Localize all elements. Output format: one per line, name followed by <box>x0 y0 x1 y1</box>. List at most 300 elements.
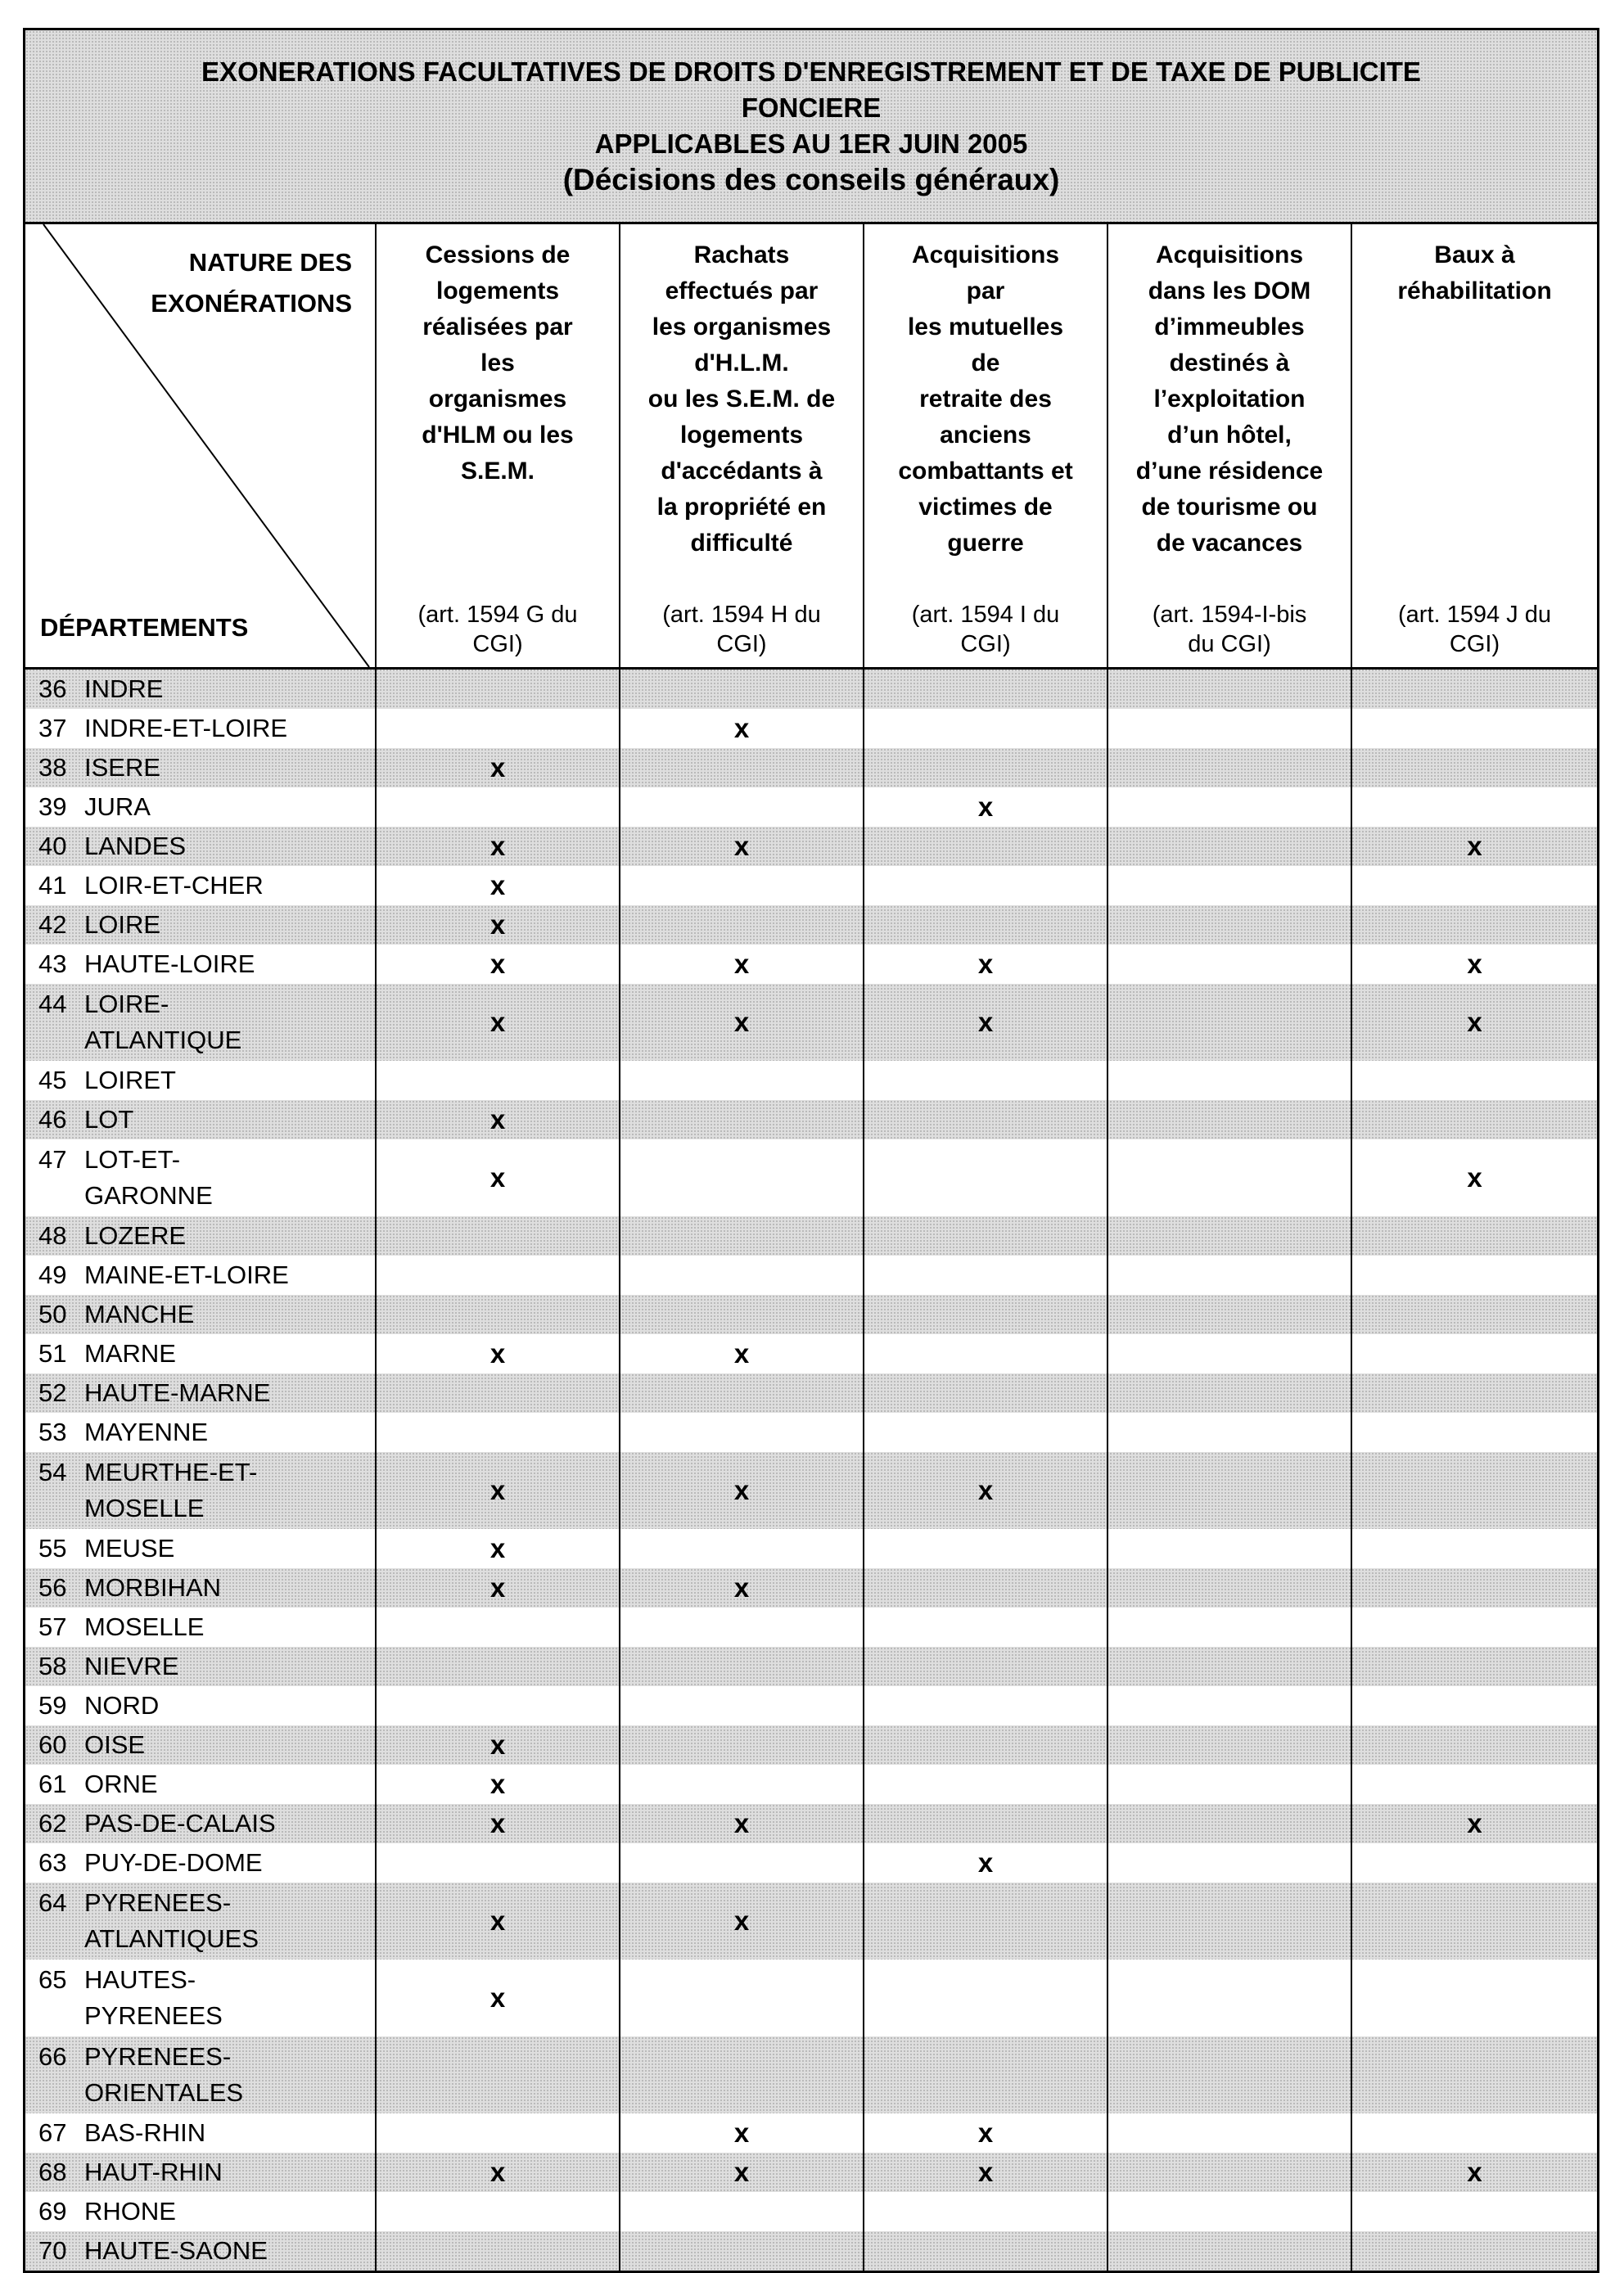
title-line-1: EXONERATIONS FACULTATIVES DE DROITS D'ENREGISTREMENT ET DE TAXE DE PUBLICITE <box>201 56 1421 87</box>
column-header-title <box>648 237 835 561</box>
exoneration-cell <box>1351 1883 1597 1960</box>
exoneration-cell <box>620 669 864 710</box>
department-name-text: PYRENEES- <box>84 2042 232 2071</box>
exoneration-cell <box>376 1608 620 1647</box>
exoneration-cell <box>620 2036 864 2113</box>
department-name-text: ORNE <box>84 1770 158 1798</box>
table-row <box>25 748 1597 787</box>
table-row <box>25 1960 1597 2036</box>
exoneration-cell <box>1351 787 1597 827</box>
exoneration-cell <box>1351 1061 1597 1100</box>
column-header-article-line: CGI) <box>1449 631 1500 657</box>
department-name-line <box>38 1062 375 1098</box>
exoneration-cell: x <box>376 827 620 866</box>
exoneration-cell <box>1351 2036 1597 2113</box>
department-cell <box>25 1608 376 1647</box>
exoneration-cell <box>864 1413 1107 1452</box>
column-header-title-line: combattants et <box>898 458 1073 485</box>
department-name-line <box>38 907 375 943</box>
exoneration-cell <box>1107 945 1351 984</box>
exoneration-cell: x <box>1351 2153 1597 2192</box>
corner-departements-label: DÉPARTEMENTS <box>40 613 249 642</box>
exoneration-cell: x <box>620 2113 864 2153</box>
department-name <box>25 1806 375 1842</box>
exoneration-cell <box>620 1295 864 1334</box>
department-name-text: HAUTE-SAONE <box>84 2236 268 2265</box>
department-name-line <box>38 710 375 746</box>
column-header-title-line: Cessions de <box>425 241 571 268</box>
exoneration-cell: x <box>864 2153 1107 2192</box>
exoneration-cell <box>376 1843 620 1883</box>
exoneration-cell: x <box>376 1804 620 1843</box>
department-name <box>25 2233 375 2269</box>
department-name <box>25 2154 375 2190</box>
exoneration-cell: x <box>1351 1804 1597 1843</box>
table-row <box>25 1413 1597 1452</box>
exoneration-cell <box>620 1413 864 1452</box>
column-header-title-line: Rachats <box>693 241 790 268</box>
column-header-title-line: d’une résidence <box>1135 458 1324 485</box>
department-number: 62 <box>38 1809 67 1838</box>
department-name <box>25 1142 375 1214</box>
department-number: 60 <box>38 1730 67 1759</box>
department-name-line <box>38 1257 375 1293</box>
department-name-text: PYRENEES <box>84 2001 223 2030</box>
column-header-article-line: CGI) <box>960 631 1011 657</box>
exoneration-cell <box>1351 748 1597 787</box>
exoneration-cell <box>1351 1608 1597 1647</box>
exoneration-cell <box>1107 1568 1351 1608</box>
column-header-article <box>417 600 577 659</box>
department-name-line <box>38 1570 375 1606</box>
column-header-title-line: guerre <box>947 530 1024 557</box>
exoneration-cell <box>1351 709 1597 748</box>
department-number: 51 <box>38 1339 67 1368</box>
column-header-title-line: d'HLM ou les <box>422 422 574 449</box>
exoneration-cell <box>864 1334 1107 1373</box>
department-name-line <box>38 1414 375 1450</box>
table-row <box>25 787 1597 827</box>
department-name-line <box>38 2115 375 2151</box>
exoneration-cell: x <box>620 1883 864 1960</box>
exoneration-cell <box>376 2192 620 2231</box>
department-name <box>25 1062 375 1098</box>
table-body <box>25 669 1597 2271</box>
department-name-line <box>38 1806 375 1842</box>
department-cell <box>25 1139 376 1216</box>
exoneration-cell: x <box>376 945 620 984</box>
exoneration-cell <box>1107 2113 1351 2153</box>
department-cell <box>25 1061 376 1100</box>
exoneration-cell <box>376 709 620 748</box>
exoneration-cell <box>376 1413 620 1452</box>
department-name-line <box>38 1218 375 1254</box>
exoneration-cell <box>864 669 1107 710</box>
exoneration-cell <box>864 1804 1107 1843</box>
department-cell <box>25 1765 376 1804</box>
department-name-line <box>38 1375 375 1411</box>
exoneration-cell <box>1107 1960 1351 2036</box>
exoneration-cell <box>620 1608 864 1647</box>
column-header-title-line: réalisées par <box>422 313 573 340</box>
exoneration-cell: x <box>620 1334 864 1373</box>
department-name-line <box>38 750 375 786</box>
department-name-line <box>38 2075 375 2111</box>
exoneration-cell <box>1107 2153 1351 2192</box>
department-cell <box>25 1804 376 1843</box>
table-row <box>25 1256 1597 1295</box>
department-name-text: LOT <box>84 1105 134 1134</box>
exoneration-cell <box>1107 984 1351 1061</box>
table-row <box>25 984 1597 1061</box>
department-name <box>25 1609 375 1645</box>
table-row <box>25 1100 1597 1139</box>
column-header-content <box>620 224 863 667</box>
column-header-title-line: destinés à <box>1169 350 1290 377</box>
department-name <box>25 1454 375 1527</box>
column-header-title-line: dans les DOM <box>1148 277 1311 304</box>
column-header-article-line: CGI) <box>716 631 767 657</box>
department-name-text: OISE <box>84 1730 146 1759</box>
exoneration-cell <box>620 1100 864 1139</box>
department-name-text: MARNE <box>84 1339 176 1368</box>
department-cell <box>25 2231 376 2271</box>
column-header-title-line: d'H.L.M. <box>694 350 789 377</box>
department-name-text: ORIENTALES <box>84 2078 244 2107</box>
exoneration-cell <box>620 1061 864 1100</box>
table-row <box>25 1373 1597 1413</box>
exoneration-cell <box>1351 1843 1597 1883</box>
department-name-line <box>38 1688 375 1724</box>
department-number: 40 <box>38 832 67 860</box>
exoneration-cell <box>1107 1804 1351 1843</box>
department-number: 70 <box>38 2236 67 2265</box>
exoneration-cell <box>1107 669 1351 710</box>
table-row <box>25 2036 1597 2113</box>
exoneration-cell: x <box>376 1960 620 2036</box>
department-name <box>25 1570 375 1606</box>
department-name-text: LANDES <box>84 832 187 860</box>
exoneration-cell <box>864 1256 1107 1295</box>
department-name <box>25 2194 375 2230</box>
department-name-line <box>38 1962 375 1998</box>
exoneration-cell: x <box>1351 1139 1597 1216</box>
exoneration-cell <box>1107 1139 1351 1216</box>
exoneration-cell <box>864 1765 1107 1804</box>
exoneration-cell <box>620 1529 864 1568</box>
exoneration-cell <box>1107 905 1351 945</box>
column-header-title-line: d'accédants à <box>661 458 823 485</box>
department-name <box>25 1688 375 1724</box>
table-header-row <box>25 224 1597 669</box>
department-name-text: HAUTE-MARNE <box>84 1378 271 1407</box>
column-header-title-line: de vacances <box>1156 530 1303 557</box>
exoneration-cell <box>1351 1529 1597 1568</box>
table-row <box>25 1295 1597 1334</box>
department-name-line <box>38 1609 375 1645</box>
exoneration-cell <box>1351 905 1597 945</box>
department-name-line <box>38 1531 375 1567</box>
department-cell <box>25 1568 376 1608</box>
department-name-text: LOIRE <box>84 910 161 939</box>
department-name-line <box>38 986 375 1022</box>
column-header-title-line: la propriété en <box>656 494 827 521</box>
column-header-mutuelles <box>864 224 1107 669</box>
department-name-line <box>38 1102 375 1138</box>
column-header-rachats <box>620 224 864 669</box>
department-name-line <box>38 2194 375 2230</box>
exoneration-cell <box>1107 1765 1351 1804</box>
exoneration-cell <box>1107 787 1351 827</box>
department-name-text: HAUTES- <box>84 1965 196 1994</box>
department-name <box>25 1297 375 1333</box>
column-header-title-line: d’un hôtel, <box>1167 422 1292 449</box>
exoneration-cell <box>1351 1960 1597 2036</box>
exoneration-cell <box>376 787 620 827</box>
column-header-article-line: (art. 1594 H du <box>662 602 821 628</box>
exoneration-cell <box>1351 1686 1597 1725</box>
department-cell <box>25 1100 376 1139</box>
department-name-line <box>38 1648 375 1684</box>
exoneration-cell <box>1107 1100 1351 1139</box>
table-row <box>25 669 1597 710</box>
exoneration-cell <box>376 1216 620 1256</box>
department-name-text: JURA <box>84 792 151 821</box>
department-number: 39 <box>38 792 67 821</box>
department-name-text: BAS-RHIN <box>84 2118 206 2147</box>
exoneration-cell <box>1107 2036 1351 2113</box>
table-row <box>25 1061 1597 1100</box>
exoneration-cell <box>620 905 864 945</box>
exoneration-cell <box>1351 1413 1597 1452</box>
exoneration-cell <box>376 1295 620 1334</box>
department-cell <box>25 1883 376 1960</box>
exoneration-cell <box>1107 1373 1351 1413</box>
exoneration-cell: x <box>376 1725 620 1765</box>
department-name-text: MAYENNE <box>84 1418 209 1446</box>
column-header-article-line: (art. 1594-I-bis <box>1152 602 1307 628</box>
department-cell <box>25 709 376 748</box>
exoneration-cell <box>1351 1725 1597 1765</box>
department-name-line <box>38 671 375 707</box>
column-header-title-line: réhabilitation <box>1397 277 1552 304</box>
department-name <box>25 1885 375 1957</box>
department-name-text: MOSELLE <box>84 1612 205 1641</box>
department-cell <box>25 866 376 905</box>
exoneration-cell <box>864 1529 1107 1568</box>
exoneration-cell <box>864 1647 1107 1686</box>
department-name-text: LOIRET <box>84 1066 176 1094</box>
exoneration-cell <box>1107 2192 1351 2231</box>
exoneration-cell: x <box>620 1568 864 1608</box>
department-name-line <box>38 828 375 864</box>
column-header-content <box>864 224 1107 667</box>
department-cell <box>25 787 376 827</box>
department-name-text: NORD <box>84 1691 160 1720</box>
exoneration-cell <box>376 1061 620 1100</box>
department-name-line <box>38 946 375 982</box>
exoneration-cell <box>376 1256 620 1295</box>
department-name-text: HAUT-RHIN <box>84 2158 223 2186</box>
column-header-dom <box>1107 224 1351 669</box>
department-number: 63 <box>38 1848 67 1877</box>
department-name-text: PUY-DE-DOME <box>84 1848 263 1877</box>
department-number: 42 <box>38 910 67 939</box>
exoneration-cell: x <box>376 866 620 905</box>
exoneration-cell <box>620 1139 864 1216</box>
department-cell <box>25 1686 376 1725</box>
department-cell <box>25 1529 376 1568</box>
department-number: 37 <box>38 714 67 742</box>
exoneration-cell <box>620 1373 864 1413</box>
column-header-title-line: S.E.M. <box>460 458 535 485</box>
column-header-article <box>1153 600 1307 659</box>
table-row <box>25 1452 1597 1529</box>
department-cell <box>25 1843 376 1883</box>
department-name <box>25 1845 375 1881</box>
exoneration-cell <box>1107 1216 1351 1256</box>
department-name-line <box>38 2039 375 2075</box>
department-cell <box>25 1216 376 1256</box>
department-name-text: PAS-DE-CALAIS <box>84 1809 276 1838</box>
exoneration-cell <box>1107 1686 1351 1725</box>
exoneration-cell <box>864 748 1107 787</box>
exoneration-cell <box>620 1765 864 1804</box>
exoneration-cell <box>864 1216 1107 1256</box>
exoneration-cell: x <box>376 1529 620 1568</box>
department-cell <box>25 1725 376 1765</box>
exoneration-cell <box>864 1725 1107 1765</box>
department-number: 66 <box>38 2042 67 2071</box>
exoneration-cell: x <box>376 1765 620 1804</box>
exoneration-cell: x <box>376 1100 620 1139</box>
exoneration-cell: x <box>1351 827 1597 866</box>
exoneration-document <box>23 28 1599 2273</box>
exoneration-cell <box>1107 1529 1351 1568</box>
department-number: 43 <box>38 949 67 978</box>
department-name-text: GARONNE <box>84 1181 213 1210</box>
department-name <box>25 710 375 746</box>
department-name-text: MEUSE <box>84 1534 175 1563</box>
column-header-article <box>662 600 820 659</box>
column-header-article-line: (art. 1594 I du <box>911 602 1060 628</box>
exoneration-cell: x <box>864 984 1107 1061</box>
department-name <box>25 946 375 982</box>
department-name <box>25 868 375 904</box>
table-row <box>25 1647 1597 1686</box>
column-header-article-line: (art. 1594 J du <box>1398 602 1551 628</box>
department-name <box>25 907 375 943</box>
exoneration-cell <box>864 1960 1107 2036</box>
table-row <box>25 1216 1597 1256</box>
department-name-text: MORBIHAN <box>84 1573 222 1602</box>
exoneration-cell <box>1107 1725 1351 1765</box>
exoneration-cell <box>864 1100 1107 1139</box>
table-row <box>25 2153 1597 2192</box>
exoneration-cell <box>864 1139 1107 1216</box>
column-header-title-line: effectués par <box>665 277 819 304</box>
department-number: 54 <box>38 1458 67 1486</box>
exoneration-cell <box>864 1568 1107 1608</box>
department-number: 49 <box>38 1261 67 1289</box>
exoneration-cell <box>1107 1256 1351 1295</box>
column-header-title-line: les mutuelles <box>907 313 1064 340</box>
exoneration-cell <box>864 866 1107 905</box>
exoneration-cell <box>620 748 864 787</box>
exoneration-cell: x <box>376 1139 620 1216</box>
corner-header-cell <box>25 224 376 669</box>
department-number: 64 <box>38 1888 67 1917</box>
exoneration-cell <box>1351 2113 1597 2153</box>
department-number: 52 <box>38 1378 67 1407</box>
exoneration-cell <box>1351 1100 1597 1139</box>
exoneration-cell: x <box>376 905 620 945</box>
department-name-line <box>38 1178 375 1214</box>
exoneration-cell: x <box>376 1334 620 1373</box>
department-cell <box>25 1295 376 1334</box>
exoneration-cell: x <box>620 2153 864 2192</box>
column-header-title-line: organismes <box>428 386 567 413</box>
column-header-title-line: Acquisitions <box>911 241 1059 268</box>
department-name-text: ATLANTIQUES <box>84 1924 259 1953</box>
department-number: 65 <box>38 1965 67 1994</box>
exoneration-cell <box>864 1686 1107 1725</box>
exoneration-cell: x <box>620 1804 864 1843</box>
exoneration-cell <box>1107 1843 1351 1883</box>
department-name-line <box>38 868 375 904</box>
table-row <box>25 709 1597 748</box>
department-cell <box>25 2153 376 2192</box>
exoneration-cell <box>1351 1568 1597 1608</box>
department-number: 67 <box>38 2118 67 2147</box>
column-header-title-line: victimes de <box>918 494 1053 521</box>
table-row <box>25 1765 1597 1804</box>
column-header-article-line: du CGI) <box>1188 631 1271 657</box>
column-header-title-line: Acquisitions <box>1155 241 1303 268</box>
column-header-title-line: par <box>966 277 1005 304</box>
department-name <box>25 828 375 864</box>
exoneration-cell <box>620 1960 864 2036</box>
department-name-line <box>38 1142 375 1178</box>
department-cell <box>25 1647 376 1686</box>
department-name-line <box>38 1491 375 1527</box>
column-header-article-line: CGI) <box>472 631 523 657</box>
table-row <box>25 1686 1597 1725</box>
department-cell <box>25 2036 376 2113</box>
department-number: 68 <box>38 2158 67 2186</box>
exoneration-cell <box>864 2231 1107 2271</box>
exoneration-cell <box>864 2036 1107 2113</box>
department-name-line <box>38 1921 375 1957</box>
department-number: 69 <box>38 2197 67 2226</box>
exoneration-cell: x <box>620 709 864 748</box>
exoneration-cell <box>1351 669 1597 710</box>
column-header-title-line: retraite des <box>919 386 1052 413</box>
department-number: 47 <box>38 1145 67 1174</box>
exoneration-cell <box>1107 1295 1351 1334</box>
corner-nature-line-1: NATURE DES <box>188 248 352 277</box>
department-number: 36 <box>38 674 67 703</box>
exoneration-cell <box>1351 2231 1597 2271</box>
department-name-text: NIEVRE <box>84 1652 179 1680</box>
title-line-4: (Décisions des conseils généraux) <box>562 163 1060 196</box>
department-cell <box>25 1256 376 1295</box>
department-name <box>25 750 375 786</box>
exoneration-cell <box>620 1843 864 1883</box>
exoneration-cell: x <box>376 1568 620 1608</box>
table-row <box>25 1883 1597 1960</box>
department-name-line <box>38 1727 375 1763</box>
